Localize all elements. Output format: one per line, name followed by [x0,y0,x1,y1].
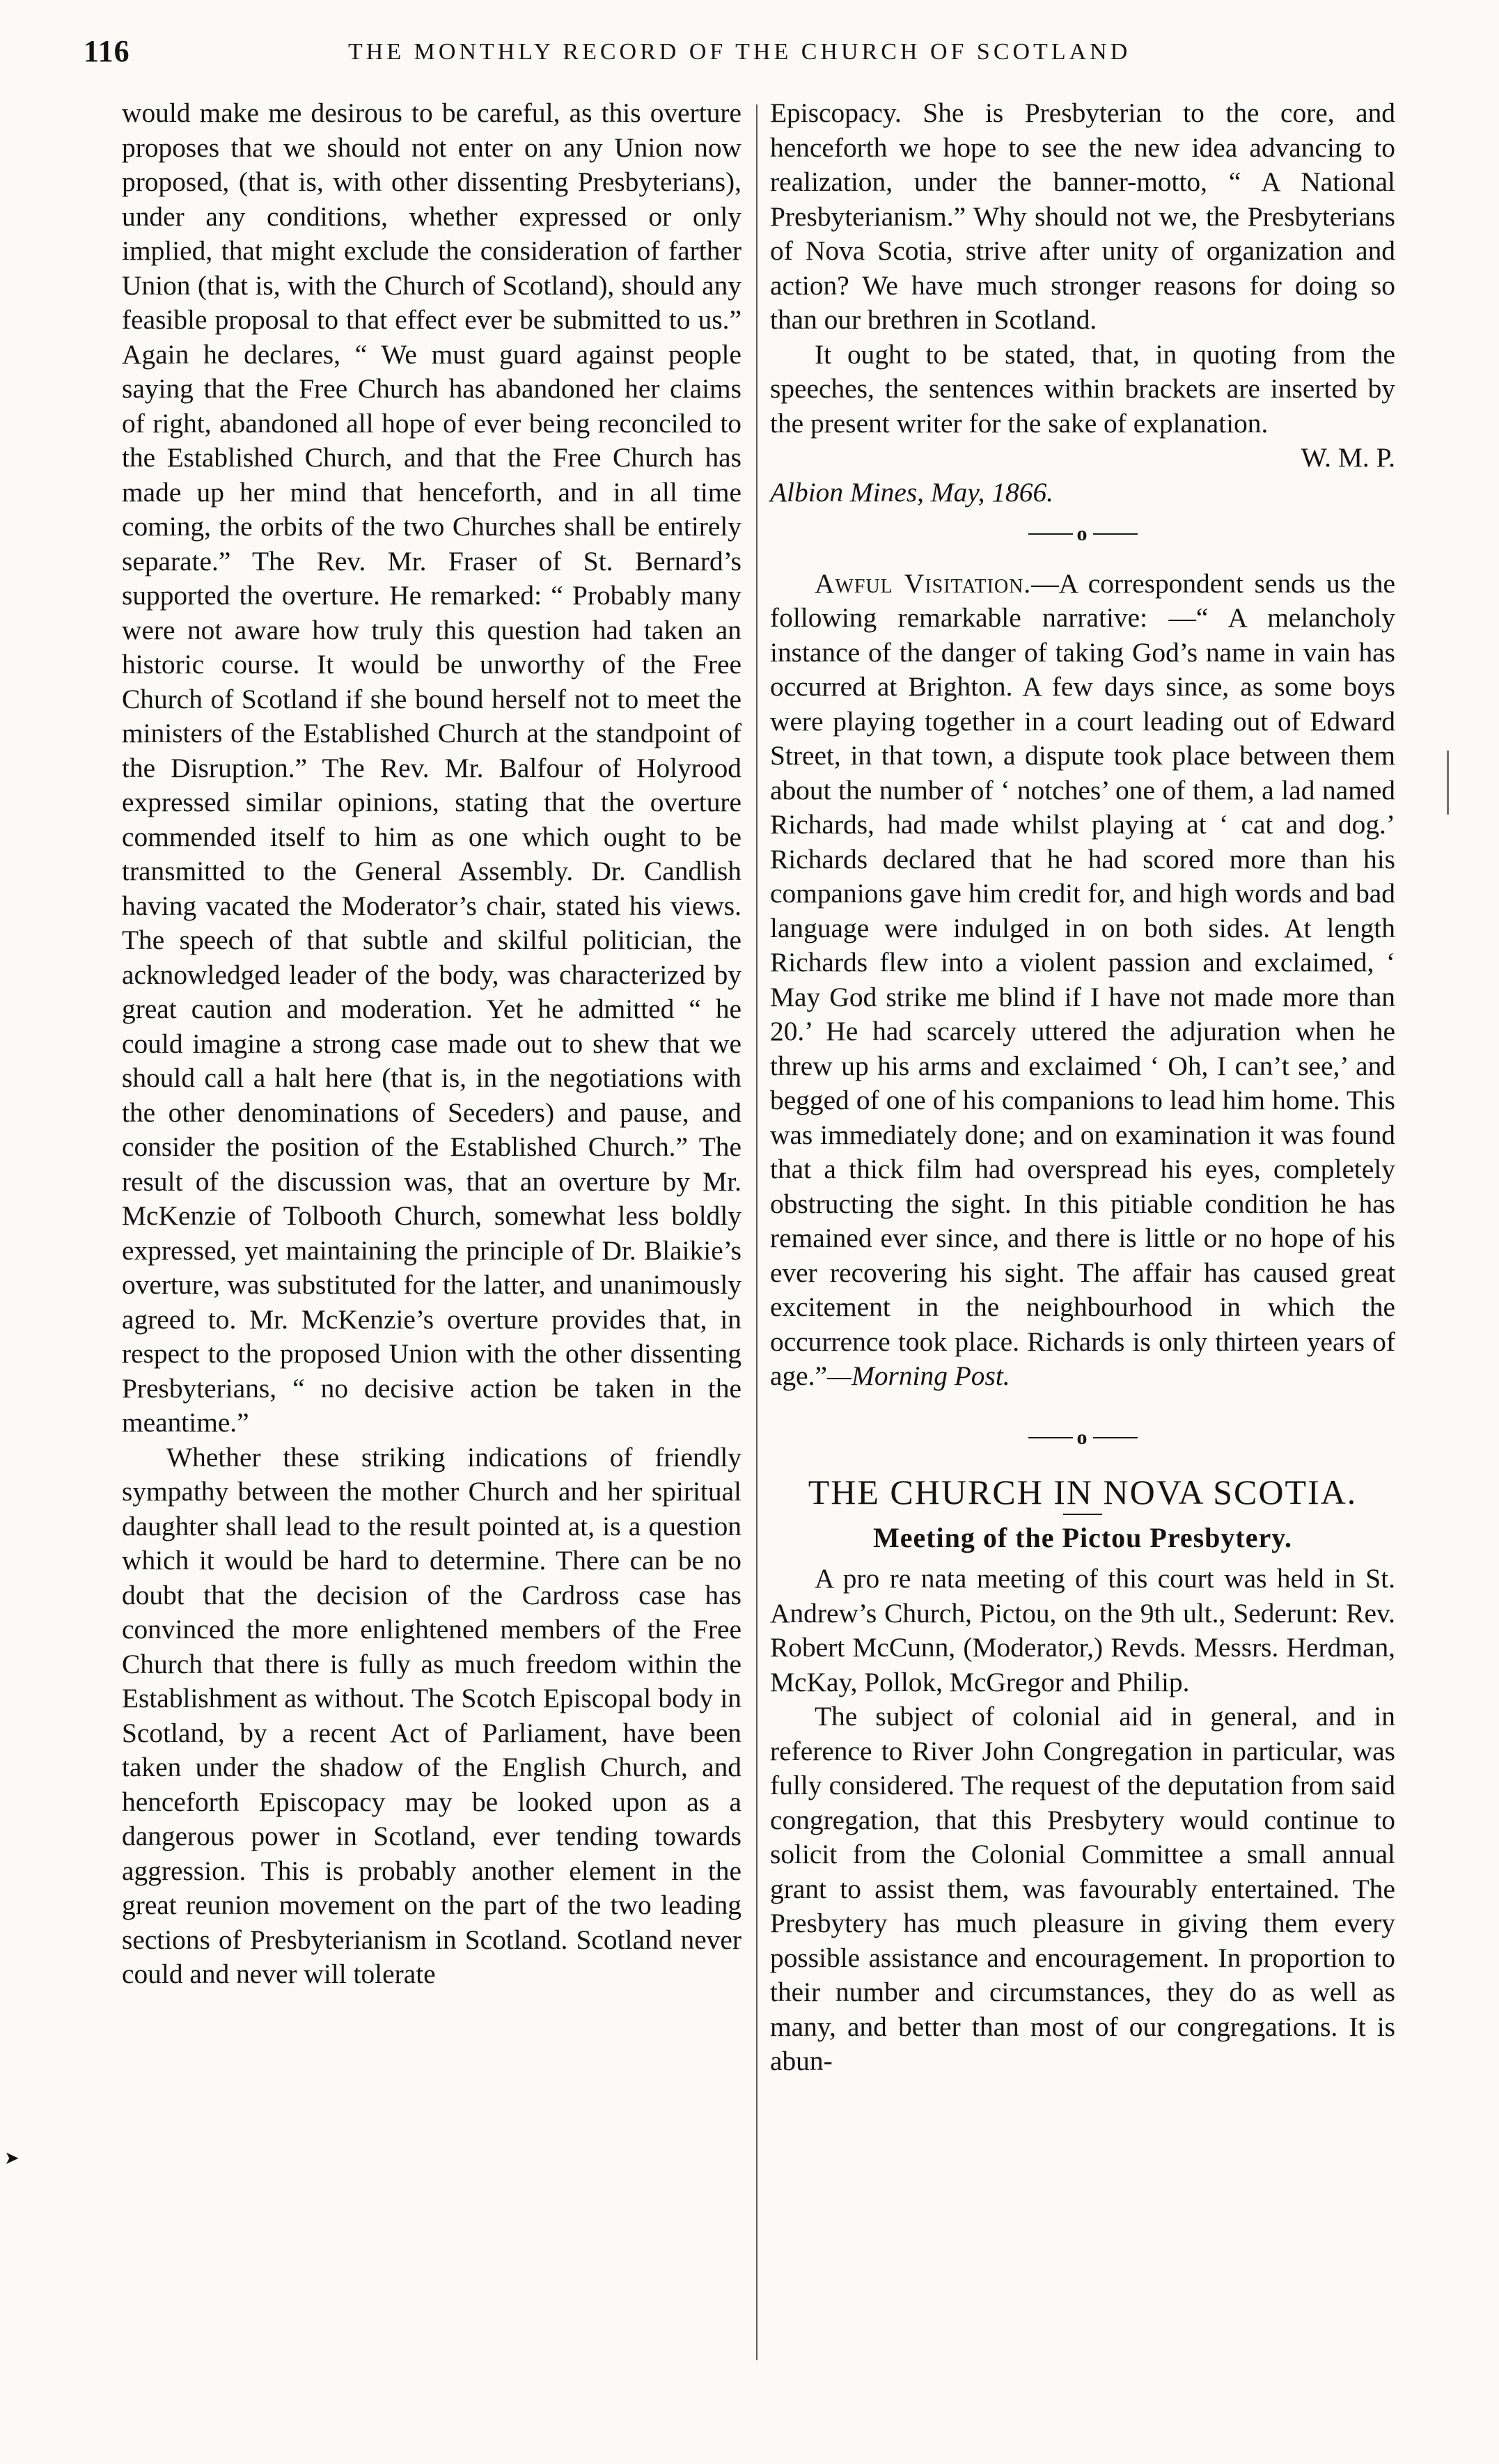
left-paragraph-1: would make me desirous to be careful, as this overture proposes that we should not enter on any Union now proposed, (that is, with other dissenting Presbyterians), under any conditions, whether expressed or only implied, that might exclude the consideration of farther Union (that is, with the Church of Scotland), should any feasible proposal to that effect ever be submitted to us.” Again he declares, “ We must guard against people saying that the Free Church has abandoned her claims of right, abandoned all hope of ever being reconciled to the Established Church, and that the Free Church has made up her mind that henceforth, and in all time coming, the orbits of the two Churches shall be entirely separate.” The Rev. Mr. Fraser of St. Bernard’s supported the overture. He remarked: “ Probably many were not aware how truly this question had taken an historic course. It would be unworthy of the Free Church of Scotland if she bound herself not to meet the ministers of the Established Church at the standpoint of the Disruption.” The Rev. Mr. Balfour of Holyrood expressed similar opinions, stating that the overture commended itself to him as one which ought to be transmitted to the General Assembly. Dr. Candlish having vacated the Moderator’s chair, stated his views. The speech of that subtle and skilful politician, the acknowledged leader of the body, was characterized by great caution and moderation. Yet he admitted “ he could imagine a strong case made out to shew that we should call a halt here (that is, in the negotiations with the other denominations of Seceders) and pause, and consider the position of the Established Church.” The result of the discussion was, that an overture by Mr. McKenzie of Tolbooth Church, somewhat less boldly expressed, yet maintaining the principle of Dr. Blaikie’s overture, was substituted for the latter, and unanimously agreed to. Mr. McKenzie’s overture provides that, in respect to the proposed Union with the other dissenting Presbyterians, “ no decisive action be taken in the meantime.” [122,97,741,1438]
right-continuation-paragraph: Episcopacy. She is Presbyterian to the core, and henceforth we hope to see the new idea advancing to realization, under the banner-motto, “ A National Presbyterianism.” Why should not we, the Presbyterians of Nova Scotia, strive after unity of organization and action? We have much stronger reasons for doing so than our brethren in Scotland. [770,97,1395,335]
brackets-note: It ought to be stated, that, in quoting from the speeches, the sentences within brackets are inserted by the present writer for the sake of explanation. [770,338,1395,439]
section-title: THE CHURCH IN NOVA SCOTIA. [808,1472,1358,1512]
title-rule [1063,1514,1102,1515]
signature-line [770,441,1395,476]
meeting-paragraph-2: The subject of colonial aid in general, and in reference to River John Congregation in particular, was fully considered. The request of the deputation from said congregation, that this Presbytery would continue to solicit from the Colonial Committee a small annual grant to assist them, was favourably entertained. The Presbytery has much pleasure in giving them every possible assistance and encouragement. In proportion to their number and circumstances, they do as well as many, and better than most of our congregations. It is abun- [770,1701,1395,2077]
awful-visitation-heading: Awful Visitation. [815,567,1032,599]
column-divider [756,104,758,2360]
section-subtitle: Meeting of the Pictou Presbytery. [872,1521,1293,1553]
awful-visitation-source: —Morning Post. [827,1360,1010,1392]
meeting-paragraph-1: A pro re nata meeting of this court was held in St. Andrew’s Church, Pictou, on the 9th ult., Sederunt: Rev. Robert McCunn, (Moderator,) Revds. Messrs. Herdman, McKay, Pollok, McGregor and Philip. [770,1563,1395,1697]
separator-2: o [770,1419,1395,1455]
margin-arrow-icon: ➤ [4,2148,19,2168]
awful-visitation-text: —A correspondent sends us the following remarkable narrative: —“ A melancholy instance of the danger of taking God’s name in vain has occurred at Brighton. A few days since, as some boys were playing together in a court leading out of Edward Street, in that town, a dispute took place between them about the number of ‘ notches’ one of them, a lad named Richards, had made whilst playing at ‘ cat and dog.’ Richards declared that he had scored more than his companions gave him credit for, and high words and bad language were indulged in on both sides. At length Richards flew into a violent passion and exclaimed, ‘ May God strike me blind if I have not made more than 20.’ He had scarcely uttered the adjuration when he threw up his arms and exclaimed ‘ Oh, I can’t see,’ and begged of one of his companions to lead him home. This was immediately done; and on examination it was found that a thick film had overspread his eyes, completely obstructing the sight. In this pitiable condition he has remained ever since, and there is little or no hope of his ever recovering his sight. The affair has caused great excitement in the neighbourhood in which the occurrence took place. Richards is only thirteen years of age.” [770,567,1395,1392]
author-signature: W. M. P. [1301,442,1395,473]
separator-1: o [770,515,1395,551]
dateline: Albion Mines, May, 1866. [770,476,1053,508]
page-header [84,26,1399,82]
edge-mark [1447,751,1449,815]
awful-visitation-article [770,567,1395,1394]
left-column [122,96,741,1992]
page-number: 116 [84,34,130,68]
right-column [770,96,1395,2079]
left-paragraph-2: Whether these striking indications of friendly sympathy between the mother Church and her spiritual daughter shall lead to the result pointed at, is a question which it would be hard to determine. There can be no doubt that the decision of the Cardross case has convinced the more enlightened members of the Free Church that there is fully as much freedom within the Establishment as without. The Scotch Episcopal body in Scotland, by a recent Act of Parliament, have been taken under the shadow of the English Church, and henceforth Episcopacy may be looked upon as a dangerous power in Scotland, ever tending towards aggression. This is probably another element in the great reunion movement on the part of the two leading sections of Presbyterianism in Scotland. Scotland never could and never will tolerate [122,1441,741,1989]
running-title: THE MONTHLY RECORD OF THE CHURCH OF SCOTLAND [348,39,1131,65]
